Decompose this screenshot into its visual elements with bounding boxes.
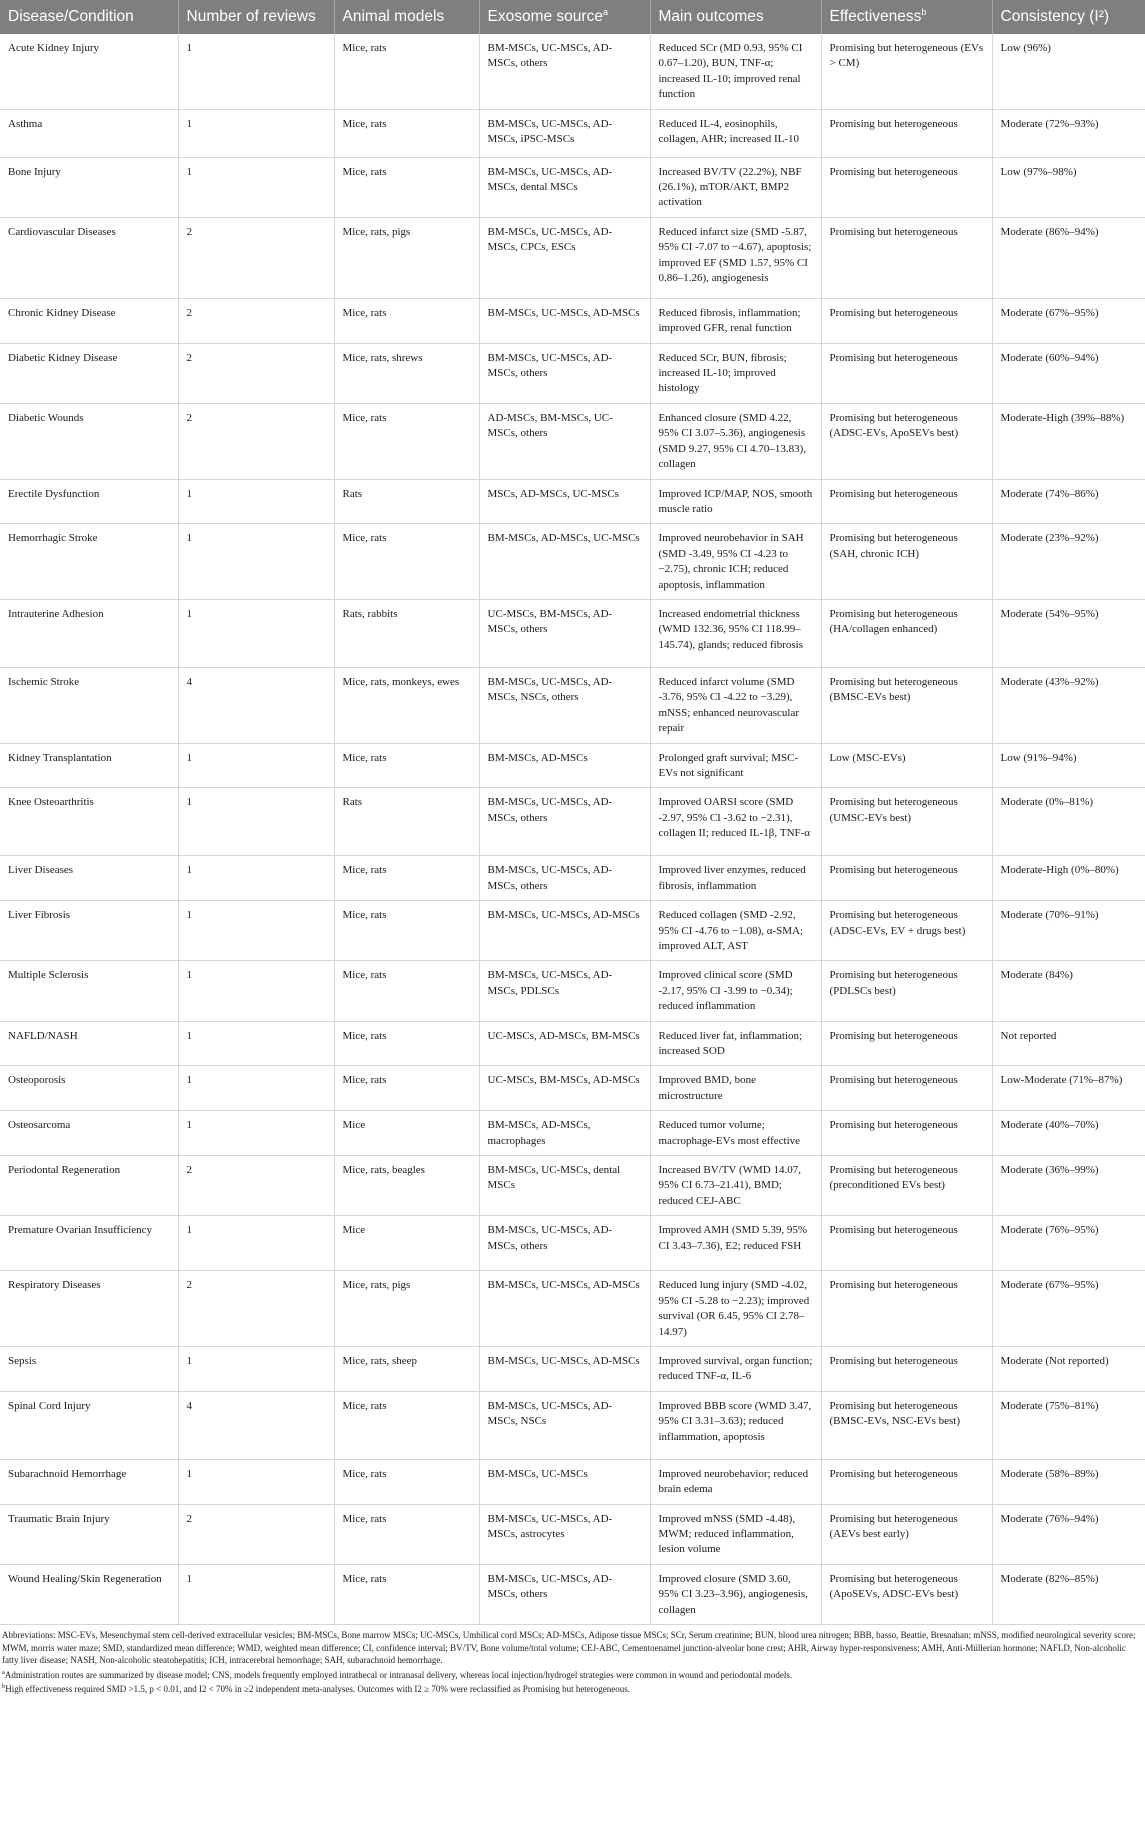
cell-main-outcomes: Improved clinical score (SMD -2.17, 95% CI -3.99 to −0.34); reduced inflammation	[650, 961, 821, 1021]
table-row	[0, 1156, 1145, 1216]
cell-reviews: 1	[178, 788, 334, 856]
cell-exosome-source: BM-MSCs, UC-MSCs, AD-MSCs, others	[479, 1564, 650, 1624]
cell-effectiveness: Promising but heterogeneous	[821, 343, 992, 403]
cell-exosome-source: MSCs, AD-MSCs, UC-MSCs	[479, 479, 650, 524]
cell-effectiveness: Promising but heterogeneous	[821, 217, 992, 298]
table-row	[0, 961, 1145, 1021]
cell-effectiveness: Promising but heterogeneous (ApoSEVs, ADSC-EVs best)	[821, 1564, 992, 1624]
cell-main-outcomes: Reduced SCr (MD 0.93, 95% CI 0.67–1.20), BUN, TNF-α; increased IL-10; improved renal function	[650, 34, 821, 109]
column-header-footnote-mark: b	[921, 6, 927, 17]
cell-consistency: Moderate (67%–95%)	[992, 298, 1145, 343]
cell-exosome-source: BM-MSCs, UC-MSCs, AD-MSCs, others	[479, 788, 650, 856]
cell-reviews: 1	[178, 599, 334, 667]
cell-main-outcomes: Reduced lung injury (SMD -4.02, 95% CI -5.28 to −2.23); improved survival (OR 6.45, 95% CI 2.78–14.97)	[650, 1271, 821, 1347]
cell-reviews: 4	[178, 1391, 334, 1459]
table-row	[0, 479, 1145, 524]
cell-main-outcomes: Reduced IL-4, eosinophils, collagen, AHR; increased IL-10	[650, 109, 821, 157]
footnote-a-mark: a	[2, 1668, 5, 1676]
cell-reviews: 1	[178, 1459, 334, 1504]
cell-main-outcomes: Increased BV/TV (WMD 14.07, 95% CI 6.73–21.41), BMD; reduced CEJ-ABC	[650, 1156, 821, 1216]
cell-reviews: 2	[178, 1156, 334, 1216]
cell-animal-models: Mice, rats, sheep	[334, 1346, 479, 1391]
table-row	[0, 667, 1145, 743]
cell-consistency: Moderate (76%–94%)	[992, 1504, 1145, 1564]
cell-consistency: Moderate (60%–94%)	[992, 343, 1145, 403]
header-effectiveness	[821, 0, 992, 34]
cell-effectiveness: Promising but heterogeneous (AEVs best early)	[821, 1504, 992, 1564]
cell-disease: Hemorrhagic Stroke	[0, 524, 178, 600]
table-row	[0, 1021, 1145, 1066]
cell-effectiveness: Promising but heterogeneous (ADSC-EVs, EV + drugs best)	[821, 901, 992, 961]
cell-reviews: 1	[178, 1021, 334, 1066]
column-header-label: Animal models	[342, 8, 445, 25]
cell-animal-models: Rats	[334, 788, 479, 856]
table-row	[0, 109, 1145, 157]
cell-main-outcomes: Improved ICP/MAP, NOS, smooth muscle ratio	[650, 479, 821, 524]
cell-disease: Intrauterine Adhesion	[0, 599, 178, 667]
cell-effectiveness: Promising but heterogeneous	[821, 1111, 992, 1156]
table-row	[0, 1391, 1145, 1459]
cell-consistency: Moderate (23%–92%)	[992, 524, 1145, 600]
cell-effectiveness: Promising but heterogeneous	[821, 157, 992, 217]
cell-animal-models: Mice, rats	[334, 524, 479, 600]
cell-reviews: 1	[178, 1346, 334, 1391]
cell-disease: Diabetic Kidney Disease	[0, 343, 178, 403]
cell-main-outcomes: Improved neurobehavior; reduced brain edema	[650, 1459, 821, 1504]
cell-consistency: Low (97%–98%)	[992, 157, 1145, 217]
cell-animal-models: Mice, rats	[334, 743, 479, 788]
table-row	[0, 1564, 1145, 1624]
cell-exosome-source: BM-MSCs, UC-MSCs, AD-MSCs, others	[479, 856, 650, 901]
cell-exosome-source: BM-MSCs, UC-MSCs, AD-MSCs, astrocytes	[479, 1504, 650, 1564]
cell-disease: Premature Ovarian Insufficiency	[0, 1216, 178, 1271]
cell-main-outcomes: Improved neurobehavior in SAH (SMD -3.49, 95% CI -4.23 to −2.75), chronic ICH; reduced apoptosis, inflammation	[650, 524, 821, 600]
cell-animal-models: Mice, rats	[334, 34, 479, 109]
cell-reviews: 1	[178, 524, 334, 600]
cell-consistency: Not reported	[992, 1021, 1145, 1066]
cell-main-outcomes: Reduced infarct volume (SMD -3.76, 95% CI -4.22 to −3.29), mNSS; enhanced neurovascular repair	[650, 667, 821, 743]
cell-effectiveness: Promising but heterogeneous	[821, 298, 992, 343]
cell-exosome-source: BM-MSCs, UC-MSCs, AD-MSCs, others	[479, 34, 650, 109]
cell-consistency: Moderate (75%–81%)	[992, 1391, 1145, 1459]
cell-effectiveness: Promising but heterogeneous (EVs > CM)	[821, 34, 992, 109]
header-consistency	[992, 0, 1145, 34]
cell-reviews: 1	[178, 34, 334, 109]
column-header-label: Exosome source	[487, 8, 603, 25]
column-header-label: Main outcomes	[658, 8, 764, 25]
table-row	[0, 217, 1145, 298]
cell-main-outcomes: Reduced liver fat, inflammation; increased SOD	[650, 1021, 821, 1066]
cell-main-outcomes: Improved BMD, bone microstructure	[650, 1066, 821, 1111]
cell-disease: Knee Osteoarthritis	[0, 788, 178, 856]
cell-disease: Osteoporosis	[0, 1066, 178, 1111]
table-row	[0, 599, 1145, 667]
cell-effectiveness: Promising but heterogeneous	[821, 1216, 992, 1271]
cell-main-outcomes: Reduced collagen (SMD -2.92, 95% CI -4.76 to −1.08), α-SMA; improved ALT, AST	[650, 901, 821, 961]
cell-reviews: 1	[178, 1216, 334, 1271]
cell-consistency: Moderate (43%–92%)	[992, 667, 1145, 743]
cell-consistency: Moderate (58%–89%)	[992, 1459, 1145, 1504]
cell-animal-models: Mice, rats, monkeys, ewes	[334, 667, 479, 743]
cell-reviews: 2	[178, 1504, 334, 1564]
cell-effectiveness: Promising but heterogeneous (BMSC-EVs best)	[821, 667, 992, 743]
footnote-b-text: High effectiveness required SMD >1.5, p < 0.01, and I2 < 70% in ≥2 independent meta-analyses. Outcomes with I2 ≥ 70% were reclassified as Promising but heterogeneous.	[5, 1684, 631, 1695]
cell-exosome-source: AD-MSCs, BM-MSCs, UC-MSCs, others	[479, 403, 650, 479]
header-animal-models	[334, 0, 479, 34]
cell-exosome-source: BM-MSCs, UC-MSCs	[479, 1459, 650, 1504]
cell-reviews: 1	[178, 109, 334, 157]
cell-exosome-source: BM-MSCs, UC-MSCs, AD-MSCs	[479, 1271, 650, 1347]
cell-consistency: Moderate (82%–85%)	[992, 1564, 1145, 1624]
cell-consistency: Low (91%–94%)	[992, 743, 1145, 788]
cell-disease: Acute Kidney Injury	[0, 34, 178, 109]
header-disease	[0, 0, 178, 34]
header-row	[0, 0, 1145, 34]
cell-consistency: Low (96%)	[992, 34, 1145, 109]
cell-disease: Periodontal Regeneration	[0, 1156, 178, 1216]
cell-main-outcomes: Improved OARSI score (SMD -2.97, 95% CI -3.62 to −2.31), collagen II; reduced IL-1β, TNF-α	[650, 788, 821, 856]
cell-animal-models: Mice, rats, shrews	[334, 343, 479, 403]
table-row	[0, 403, 1145, 479]
cell-disease: Sepsis	[0, 1346, 178, 1391]
cell-disease: Chronic Kidney Disease	[0, 298, 178, 343]
cell-main-outcomes: Improved liver enzymes, reduced fibrosis, inflammation	[650, 856, 821, 901]
cell-disease: Kidney Transplantation	[0, 743, 178, 788]
cell-animal-models: Mice, rats	[334, 109, 479, 157]
cell-exosome-source: BM-MSCs, AD-MSCs	[479, 743, 650, 788]
cell-main-outcomes: Prolonged graft survival; MSC-EVs not significant	[650, 743, 821, 788]
column-header-label: Consistency (I²)	[1000, 8, 1110, 25]
cell-reviews: 4	[178, 667, 334, 743]
cell-exosome-source: BM-MSCs, AD-MSCs, macrophages	[479, 1111, 650, 1156]
cell-animal-models: Mice, rats	[334, 1504, 479, 1564]
cell-animal-models: Mice	[334, 1216, 479, 1271]
table-row	[0, 1346, 1145, 1391]
cell-effectiveness: Promising but heterogeneous	[821, 856, 992, 901]
table-row	[0, 157, 1145, 217]
cell-exosome-source: BM-MSCs, UC-MSCs, AD-MSCs	[479, 901, 650, 961]
cell-consistency: Moderate (70%–91%)	[992, 901, 1145, 961]
cell-main-outcomes: Reduced infarct size (SMD -5.87, 95% CI -7.07 to −4.67), apoptosis; improved EF (SMD 1.57, 95% CI 0.86–1.26), angiogenesis	[650, 217, 821, 298]
cell-exosome-source: BM-MSCs, UC-MSCs, AD-MSCs, dental MSCs	[479, 157, 650, 217]
cell-main-outcomes: Reduced tumor volume; macrophage-EVs most effective	[650, 1111, 821, 1156]
table-row	[0, 743, 1145, 788]
cell-consistency: Moderate (40%–70%)	[992, 1111, 1145, 1156]
cell-disease: Bone Injury	[0, 157, 178, 217]
table-header	[0, 0, 1145, 34]
cell-main-outcomes: Improved AMH (SMD 5.39, 95% CI 3.43–7.36), E2; reduced FSH	[650, 1216, 821, 1271]
cell-effectiveness: Promising but heterogeneous	[821, 1066, 992, 1111]
footnote-b	[2, 1681, 1143, 1696]
cell-disease: Spinal Cord Injury	[0, 1391, 178, 1459]
cell-animal-models: Mice, rats, pigs	[334, 1271, 479, 1347]
table-row	[0, 788, 1145, 856]
cell-consistency: Moderate (36%–99%)	[992, 1156, 1145, 1216]
header-main-outcomes	[650, 0, 821, 34]
table-row	[0, 856, 1145, 901]
cell-animal-models: Mice, rats	[334, 961, 479, 1021]
cell-animal-models: Mice	[334, 1111, 479, 1156]
cell-exosome-source: BM-MSCs, UC-MSCs, AD-MSCs	[479, 1346, 650, 1391]
cell-reviews: 1	[178, 157, 334, 217]
table-row	[0, 1504, 1145, 1564]
cell-consistency: Moderate (84%)	[992, 961, 1145, 1021]
cell-main-outcomes: Improved BBB score (WMD 3.47, 95% CI 3.31–3.63); reduced inflammation, apoptosis	[650, 1391, 821, 1459]
cell-main-outcomes: Improved survival, organ function; reduced TNF-α, IL-6	[650, 1346, 821, 1391]
footnote-a	[2, 1667, 1143, 1682]
cell-main-outcomes: Increased endometrial thickness (WMD 132.36, 95% CI 118.99–145.74), glands; reduced fibrosis	[650, 599, 821, 667]
table-row	[0, 1111, 1145, 1156]
cell-reviews: 2	[178, 298, 334, 343]
table-row	[0, 901, 1145, 961]
cell-exosome-source: BM-MSCs, UC-MSCs, AD-MSCs, iPSC-MSCs	[479, 109, 650, 157]
cell-reviews: 2	[178, 343, 334, 403]
cell-reviews: 2	[178, 217, 334, 298]
header-exosome-source	[479, 0, 650, 34]
footnote-b-mark: b	[2, 1683, 6, 1691]
cell-disease: Traumatic Brain Injury	[0, 1504, 178, 1564]
cell-exosome-source: BM-MSCs, UC-MSCs, dental MSCs	[479, 1156, 650, 1216]
column-header-label: Number of reviews	[186, 8, 316, 25]
cell-effectiveness: Promising but heterogeneous	[821, 1021, 992, 1066]
cell-consistency: Moderate (74%–86%)	[992, 479, 1145, 524]
table-row	[0, 343, 1145, 403]
cell-effectiveness: Promising but heterogeneous (BMSC-EVs, NSC-EVs best)	[821, 1391, 992, 1459]
cell-exosome-source: BM-MSCs, UC-MSCs, AD-MSCs, PDLSCs	[479, 961, 650, 1021]
cell-main-outcomes: Improved closure (SMD 3.60, 95% CI 3.23–3.96), angiogenesis, collagen	[650, 1564, 821, 1624]
cell-main-outcomes: Improved mNSS (SMD -4.48), MWM; reduced inflammation, lesion volume	[650, 1504, 821, 1564]
cell-animal-models: Mice, rats	[334, 856, 479, 901]
cell-disease: NAFLD/NASH	[0, 1021, 178, 1066]
cell-animal-models: Mice, rats	[334, 157, 479, 217]
cell-animal-models: Mice, rats	[334, 1391, 479, 1459]
cell-disease: Multiple Sclerosis	[0, 961, 178, 1021]
table-row	[0, 298, 1145, 343]
cell-exosome-source: UC-MSCs, AD-MSCs, BM-MSCs	[479, 1021, 650, 1066]
table-row	[0, 34, 1145, 109]
cell-main-outcomes: Increased BV/TV (22.2%), NBF (26.1%), mTOR/AKT, BMP2 activation	[650, 157, 821, 217]
cell-reviews: 1	[178, 743, 334, 788]
cell-exosome-source: UC-MSCs, BM-MSCs, AD-MSCs	[479, 1066, 650, 1111]
cell-reviews: 1	[178, 961, 334, 1021]
cell-effectiveness: Promising but heterogeneous	[821, 1271, 992, 1347]
column-header-label: Effectiveness	[829, 8, 922, 25]
cell-exosome-source: BM-MSCs, UC-MSCs, AD-MSCs, others	[479, 343, 650, 403]
cell-exosome-source: BM-MSCs, UC-MSCs, AD-MSCs	[479, 298, 650, 343]
footnote-a-text: Administration routes are summarized by disease model; CNS, models frequently employed intrathecal or intranasal delivery, whereas local injection/hydrogel strategies were common in wound and periodontal models.	[4, 1669, 793, 1680]
cell-reviews: 1	[178, 856, 334, 901]
cell-reviews: 2	[178, 1271, 334, 1347]
column-header-label: Disease/Condition	[8, 8, 134, 25]
cell-reviews: 1	[178, 1111, 334, 1156]
table-row	[0, 1066, 1145, 1111]
cell-disease: Asthma	[0, 109, 178, 157]
cell-main-outcomes: Enhanced closure (SMD 4.22, 95% CI 3.07–5.36), angiogenesis (SMD 9.27, 95% CI 4.70–13.83), collagen	[650, 403, 821, 479]
cell-consistency: Moderate (67%–95%)	[992, 1271, 1145, 1347]
table-footnotes	[0, 1629, 1145, 1696]
cell-disease: Liver Diseases	[0, 856, 178, 901]
cell-disease: Respiratory Diseases	[0, 1271, 178, 1347]
cell-main-outcomes: Reduced SCr, BUN, fibrosis; increased IL-10; improved histology	[650, 343, 821, 403]
cell-animal-models: Mice, rats	[334, 1066, 479, 1111]
cell-exosome-source: BM-MSCs, UC-MSCs, AD-MSCs, NSCs	[479, 1391, 650, 1459]
cell-disease: Diabetic Wounds	[0, 403, 178, 479]
cell-exosome-source: UC-MSCs, BM-MSCs, AD-MSCs, others	[479, 599, 650, 667]
cell-consistency: Moderate-High (39%–88%)	[992, 403, 1145, 479]
column-header-footnote-mark: a	[602, 6, 608, 17]
cell-effectiveness: Low (MSC-EVs)	[821, 743, 992, 788]
cell-animal-models: Mice, rats	[334, 298, 479, 343]
table-row	[0, 1271, 1145, 1347]
cell-disease: Erectile Dysfunction	[0, 479, 178, 524]
cell-effectiveness: Promising but heterogeneous (HA/collagen enhanced)	[821, 599, 992, 667]
cell-effectiveness: Promising but heterogeneous (preconditioned EVs best)	[821, 1156, 992, 1216]
cell-disease: Subarachnoid Hemorrhage	[0, 1459, 178, 1504]
cell-consistency: Moderate (Not reported)	[992, 1346, 1145, 1391]
cell-animal-models: Mice, rats	[334, 1021, 479, 1066]
cell-exosome-source: BM-MSCs, UC-MSCs, AD-MSCs, CPCs, ESCs	[479, 217, 650, 298]
cell-animal-models: Mice, rats, beagles	[334, 1156, 479, 1216]
cell-consistency: Moderate (0%–81%)	[992, 788, 1145, 856]
cell-consistency: Moderate-High (0%–80%)	[992, 856, 1145, 901]
cell-exosome-source: BM-MSCs, UC-MSCs, AD-MSCs, NSCs, others	[479, 667, 650, 743]
table-row	[0, 1216, 1145, 1271]
header-reviews	[178, 0, 334, 34]
cell-effectiveness: Promising but heterogeneous	[821, 479, 992, 524]
cell-animal-models: Mice, rats, pigs	[334, 217, 479, 298]
cell-disease: Ischemic Stroke	[0, 667, 178, 743]
cell-reviews: 1	[178, 901, 334, 961]
table-row	[0, 524, 1145, 600]
cell-animal-models: Rats, rabbits	[334, 599, 479, 667]
cell-disease: Cardiovascular Diseases	[0, 217, 178, 298]
cell-effectiveness: Promising but heterogeneous	[821, 1459, 992, 1504]
cell-disease: Osteosarcoma	[0, 1111, 178, 1156]
footnote-abbreviations: Abbreviations: MSC-EVs, Mesenchymal stem cell-derived extracellular vesicles; BM-MSCs, Bone marrow MSCs; UC-MSCs, Umbilical cord MSCs; AD-MSCs, Adipose tissue MSCs; SCr, Serum creatinine; BUN, blood urea nitrogen; BBB, basso, Beattie, Bresnahan; mNSS, modified neurological severity score; MWM, morris water maze; SMD, standardized mean difference; WMD, weighted mean difference; CI, confidence interval; BV/TV, Bone volume/total volume; CEJ-ABC, Cementoenamel junction-alveolar bone crest; AHR, Airway hyper-responsiveness; AMH, Anti-Müllerian hormone; NAFLD, Non-alcoholic fatty liver disease; NASH, Non-alcoholic steatohepatitis; ICH, intracerebral hemorrhage; SAH, subarachnoid hemorrhage.	[2, 1629, 1136, 1666]
cell-effectiveness: Promising but heterogeneous (ADSC-EVs, ApoSEVs best)	[821, 403, 992, 479]
cell-effectiveness: Promising but heterogeneous	[821, 109, 992, 157]
cell-exosome-source: BM-MSCs, UC-MSCs, AD-MSCs, others	[479, 1216, 650, 1271]
cell-reviews: 2	[178, 403, 334, 479]
cell-consistency: Low-Moderate (71%–87%)	[992, 1066, 1145, 1111]
cell-reviews: 1	[178, 1066, 334, 1111]
cell-consistency: Moderate (54%–95%)	[992, 599, 1145, 667]
cell-disease: Wound Healing/Skin Regeneration	[0, 1564, 178, 1624]
cell-effectiveness: Promising but heterogeneous (SAH, chronic ICH)	[821, 524, 992, 600]
cell-animal-models: Rats	[334, 479, 479, 524]
cell-effectiveness: Promising but heterogeneous	[821, 1346, 992, 1391]
cell-animal-models: Mice, rats	[334, 403, 479, 479]
cell-reviews: 1	[178, 479, 334, 524]
cell-reviews: 1	[178, 1564, 334, 1624]
cell-animal-models: Mice, rats	[334, 901, 479, 961]
cell-effectiveness: Promising but heterogeneous (PDLSCs best)	[821, 961, 992, 1021]
cell-disease: Liver Fibrosis	[0, 901, 178, 961]
cell-exosome-source: BM-MSCs, AD-MSCs, UC-MSCs	[479, 524, 650, 600]
cell-animal-models: Mice, rats	[334, 1459, 479, 1504]
cell-animal-models: Mice, rats	[334, 1564, 479, 1624]
cell-consistency: Moderate (76%–95%)	[992, 1216, 1145, 1271]
table-body	[0, 34, 1145, 1624]
cell-effectiveness: Promising but heterogeneous (UMSC-EVs best)	[821, 788, 992, 856]
table-row	[0, 1459, 1145, 1504]
cell-main-outcomes: Reduced fibrosis, inflammation; improved GFR, renal function	[650, 298, 821, 343]
cell-consistency: Moderate (86%–94%)	[992, 217, 1145, 298]
cell-consistency: Moderate (72%–93%)	[992, 109, 1145, 157]
